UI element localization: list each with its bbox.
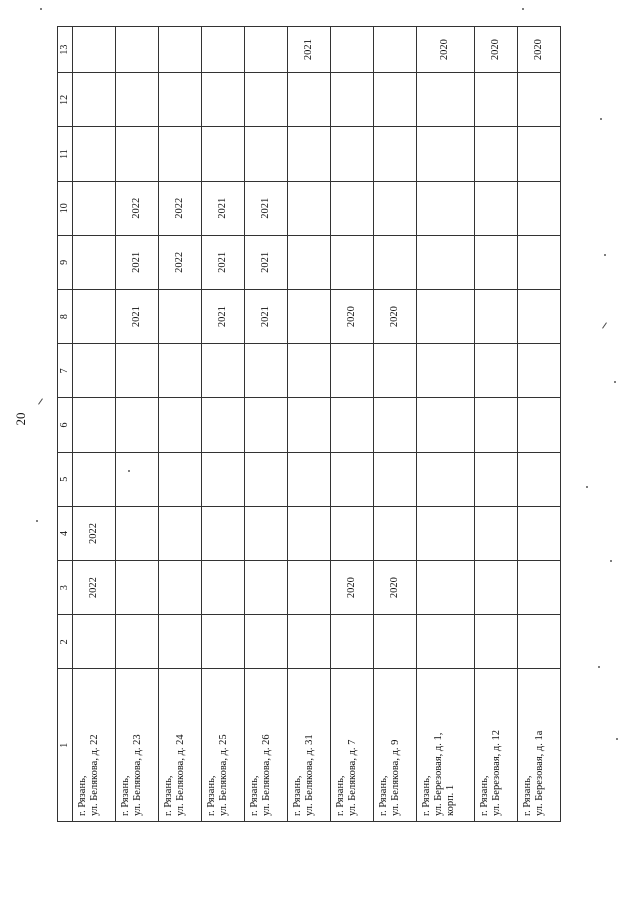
year-cell: 2020 [330, 290, 373, 344]
year-cell [517, 344, 560, 398]
address-cell [201, 669, 244, 822]
scan-mark [602, 322, 607, 328]
year-cell [287, 235, 330, 289]
year-cell [330, 506, 373, 560]
year-cell [287, 344, 330, 398]
year-cell [244, 506, 287, 560]
address-cell [73, 669, 116, 822]
year-cell [416, 561, 475, 615]
year-cell [158, 73, 201, 127]
year-cell [115, 506, 158, 560]
schedule-table [57, 26, 561, 822]
address-line: г. Рязань, [205, 775, 217, 816]
address-cell [287, 669, 330, 822]
year-cell [287, 73, 330, 127]
year-cell: 2020 [416, 27, 475, 73]
year-cell [73, 452, 116, 506]
year-cell [416, 181, 475, 235]
year-cell [416, 127, 475, 181]
scan-speck [36, 520, 38, 522]
year-cell: 2022 [73, 561, 116, 615]
year-cell [73, 73, 116, 127]
year-cell [287, 181, 330, 235]
rotated-table-container [57, 26, 561, 822]
year-cell [158, 127, 201, 181]
column-header-2: 2 [58, 615, 73, 669]
year-cell [115, 73, 158, 127]
column-header-13: 13 [58, 27, 73, 73]
year-cell [73, 344, 116, 398]
year-cell [158, 506, 201, 560]
year-cell [416, 615, 475, 669]
year-cell [201, 344, 244, 398]
year-cell [373, 398, 416, 452]
year-cell [287, 452, 330, 506]
year-cell [115, 27, 158, 73]
address-line: ул. Белякова, д. 22 [89, 734, 100, 816]
address-line: ул. Березовая, д. 1, [432, 732, 444, 816]
year-cell [115, 615, 158, 669]
year-cell: 2020 [373, 561, 416, 615]
address-cell [373, 669, 416, 822]
address-line: г. Рязань, [420, 775, 432, 816]
year-cell [330, 73, 373, 127]
year-cell [475, 615, 518, 669]
year-cell: 2022 [158, 181, 201, 235]
address-line: г. Рязань, [377, 775, 389, 816]
address-line: корп. 1 [444, 784, 456, 816]
scan-speck [616, 738, 618, 740]
address-cell [517, 669, 560, 822]
scan-mark [38, 398, 43, 404]
table-row [475, 27, 518, 822]
year-cell [287, 561, 330, 615]
year-cell [244, 452, 287, 506]
year-cell [73, 181, 116, 235]
table-row [201, 27, 244, 822]
year-cell [416, 290, 475, 344]
year-cell: 2022 [73, 506, 116, 560]
scan-speck [40, 8, 42, 10]
year-cell [201, 452, 244, 506]
year-cell [287, 615, 330, 669]
scan-speck [614, 381, 616, 383]
year-cell [115, 452, 158, 506]
column-header-6: 6 [58, 398, 73, 452]
year-cell [373, 27, 416, 73]
year-cell [73, 27, 116, 73]
year-cell [115, 398, 158, 452]
address-line: ул. Белякова, д. 9 [389, 739, 401, 816]
year-cell [201, 506, 244, 560]
address-line: г. Рязань, [521, 775, 533, 816]
year-cell: 2021 [115, 290, 158, 344]
year-cell [244, 615, 287, 669]
address-cell [330, 669, 373, 822]
address-line: ул. Белякова, д. 26 [260, 734, 272, 816]
year-cell [475, 398, 518, 452]
year-cell [73, 290, 116, 344]
scan-speck [598, 666, 600, 668]
year-cell [517, 398, 560, 452]
year-cell [475, 452, 518, 506]
year-cell [517, 73, 560, 127]
year-cell [475, 235, 518, 289]
header-row [58, 27, 73, 822]
year-cell [517, 452, 560, 506]
address-line: г. Рязань, [479, 775, 491, 816]
year-cell [201, 27, 244, 73]
year-cell [244, 27, 287, 73]
year-cell [330, 344, 373, 398]
address-line: г. Рязань, [162, 775, 174, 816]
year-cell [330, 615, 373, 669]
year-cell [416, 506, 475, 560]
column-header-8: 8 [58, 290, 73, 344]
column-header-3: 3 [58, 561, 73, 615]
year-cell [201, 398, 244, 452]
address-line: ул. Белякова, д. 25 [217, 734, 229, 816]
year-cell [244, 127, 287, 181]
year-cell [244, 344, 287, 398]
year-cell [158, 290, 201, 344]
address-cell [158, 669, 201, 822]
address-line: г. Рязань, [291, 775, 303, 816]
year-cell [158, 452, 201, 506]
year-cell: 2021 [201, 290, 244, 344]
year-cell [330, 452, 373, 506]
year-cell [73, 235, 116, 289]
year-cell [201, 127, 244, 181]
address-line: г. Рязань, [248, 775, 260, 816]
column-header-11: 11 [58, 127, 73, 181]
year-cell [201, 73, 244, 127]
year-cell [330, 235, 373, 289]
year-cell [330, 181, 373, 235]
year-cell [158, 344, 201, 398]
year-cell: 2021 [244, 181, 287, 235]
year-cell [73, 127, 116, 181]
year-cell [73, 615, 116, 669]
year-cell [373, 506, 416, 560]
year-cell [330, 398, 373, 452]
year-cell: 2021 [287, 27, 330, 73]
year-cell [416, 235, 475, 289]
year-cell [287, 506, 330, 560]
scan-speck [600, 118, 602, 120]
year-cell [158, 398, 201, 452]
table-body [73, 27, 561, 822]
address-line: г. Рязань, [77, 775, 88, 816]
scan-speck [128, 470, 130, 472]
year-cell: 2022 [158, 235, 201, 289]
year-cell [416, 452, 475, 506]
year-cell [373, 344, 416, 398]
address-cell [416, 669, 475, 822]
year-cell [475, 506, 518, 560]
address-line: ул. Березовая, д. 1а [533, 730, 545, 816]
year-cell [517, 127, 560, 181]
year-cell [475, 181, 518, 235]
year-cell [287, 127, 330, 181]
address-line: ул. Белякова, д. 24 [174, 734, 186, 816]
year-cell [373, 235, 416, 289]
year-cell [517, 561, 560, 615]
year-cell [475, 127, 518, 181]
year-cell [115, 127, 158, 181]
scan-speck [610, 560, 612, 562]
year-cell: 2020 [475, 27, 518, 73]
year-cell [373, 452, 416, 506]
year-cell [201, 561, 244, 615]
table-row [373, 27, 416, 822]
year-cell [517, 506, 560, 560]
address-line: ул. Березовая, д. 12 [491, 730, 503, 816]
year-cell [287, 290, 330, 344]
year-cell [517, 181, 560, 235]
year-cell [373, 181, 416, 235]
year-cell [373, 73, 416, 127]
year-cell: 2021 [115, 235, 158, 289]
year-cell [475, 73, 518, 127]
column-header-7: 7 [58, 344, 73, 398]
year-cell [517, 615, 560, 669]
column-header-4: 4 [58, 506, 73, 560]
year-cell: 2021 [201, 181, 244, 235]
address-line: ул. Белякова, д. 7 [346, 739, 358, 816]
scan-speck [586, 486, 588, 488]
year-cell [373, 127, 416, 181]
column-header-5: 5 [58, 452, 73, 506]
year-cell [517, 290, 560, 344]
address-line: ул. Белякова, д. 31 [303, 734, 315, 816]
year-cell [73, 398, 116, 452]
address-cell [115, 669, 158, 822]
year-cell: 2021 [244, 290, 287, 344]
year-cell [330, 27, 373, 73]
table-row [115, 27, 158, 822]
column-header-1: 1 [58, 669, 73, 822]
year-cell: 2020 [373, 290, 416, 344]
table-row [416, 27, 475, 822]
table-row [517, 27, 560, 822]
year-cell [416, 344, 475, 398]
column-header-12: 12 [58, 73, 73, 127]
year-cell: 2020 [517, 27, 560, 73]
year-cell [115, 344, 158, 398]
table-row [330, 27, 373, 822]
year-cell: 2021 [201, 235, 244, 289]
page-number: 20 [13, 412, 28, 426]
year-cell [244, 398, 287, 452]
year-cell [201, 615, 244, 669]
address-cell [475, 669, 518, 822]
address-line: г. Рязань, [119, 775, 131, 816]
year-cell: 2022 [115, 181, 158, 235]
year-cell [115, 561, 158, 615]
year-cell [244, 73, 287, 127]
scan-speck [604, 254, 606, 256]
year-cell [330, 127, 373, 181]
year-cell: 2021 [244, 235, 287, 289]
table-row [73, 27, 116, 822]
address-line: г. Рязань, [334, 775, 346, 816]
year-cell: 2020 [330, 561, 373, 615]
year-cell [517, 235, 560, 289]
year-cell [158, 27, 201, 73]
year-cell [158, 561, 201, 615]
year-cell [416, 398, 475, 452]
year-cell [475, 561, 518, 615]
year-cell [373, 615, 416, 669]
address-cell [244, 669, 287, 822]
address-line: ул. Белякова, д. 23 [131, 734, 143, 816]
year-cell [287, 398, 330, 452]
year-cell [475, 290, 518, 344]
table-row [287, 27, 330, 822]
column-header-9: 9 [58, 235, 73, 289]
year-cell [416, 73, 475, 127]
table-row [244, 27, 287, 822]
scan-speck [522, 8, 524, 10]
year-cell [475, 344, 518, 398]
column-header-10: 10 [58, 181, 73, 235]
year-cell [158, 615, 201, 669]
year-cell [244, 561, 287, 615]
table-row [158, 27, 201, 822]
